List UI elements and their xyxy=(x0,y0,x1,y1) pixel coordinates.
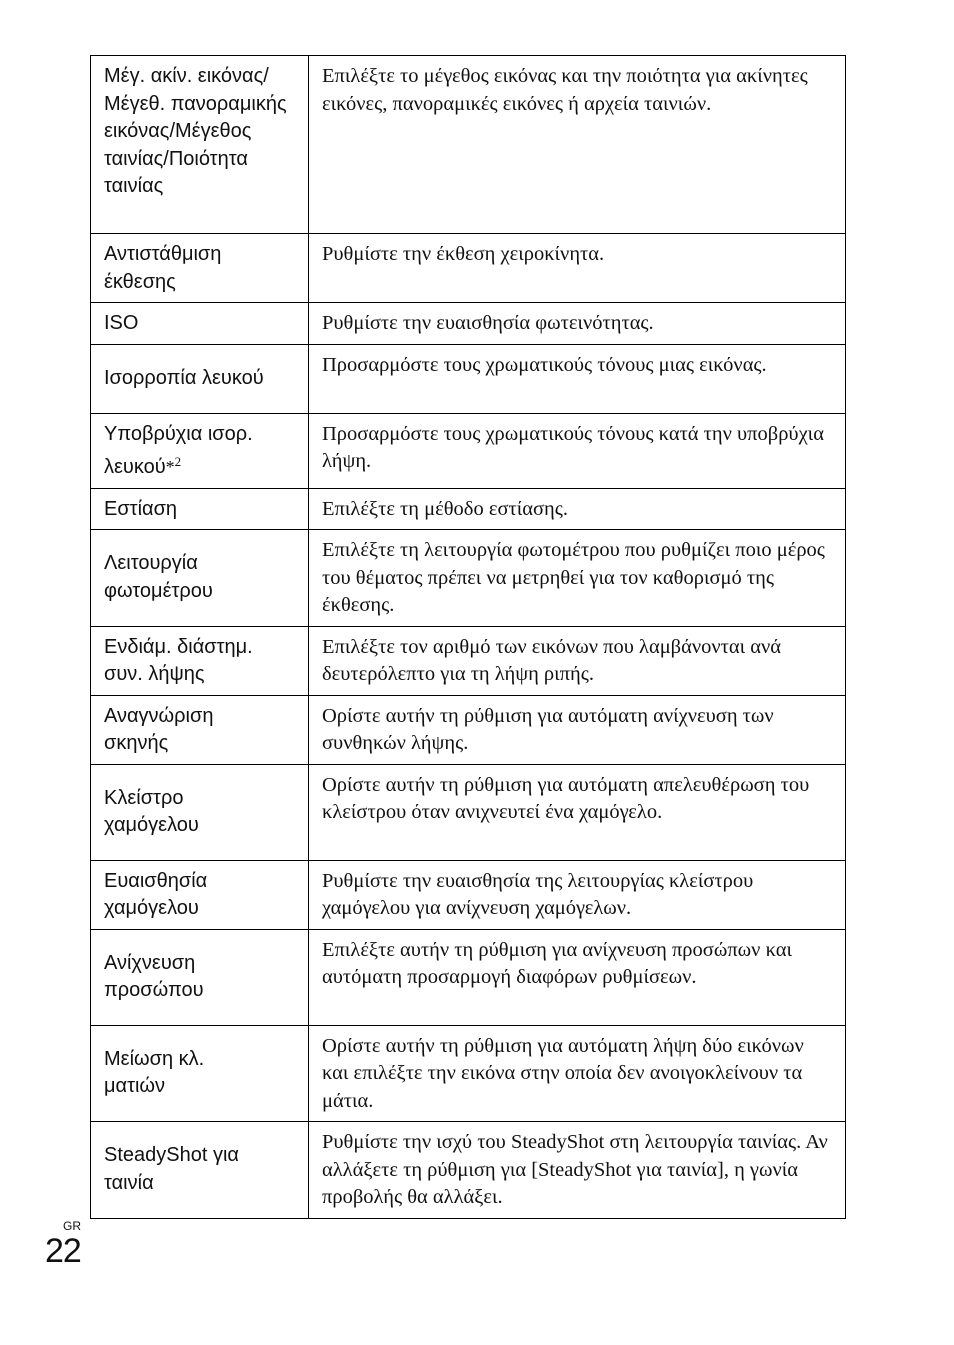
table-row xyxy=(91,344,846,413)
setting-name-cell xyxy=(91,234,309,303)
setting-name: Κλείστρο χαμόγελου xyxy=(104,786,199,836)
setting-name-cell xyxy=(91,530,309,627)
setting-desc-cell xyxy=(309,626,846,695)
setting-desc-cell xyxy=(309,764,846,860)
table-row xyxy=(91,1122,846,1219)
table-row xyxy=(91,626,846,695)
setting-name-cell xyxy=(91,303,309,345)
table-row xyxy=(91,303,846,345)
footnote-number: 2 xyxy=(174,454,182,469)
setting-description: Επιλέξτε τον αριθμό των εικόνων που λαμβάνονται ανά δευτερόλεπτο για τη λήψη ριπής. xyxy=(322,635,782,685)
setting-desc-cell xyxy=(309,929,846,1025)
setting-desc-cell xyxy=(309,303,846,345)
setting-name-cell xyxy=(91,695,309,764)
settings-table xyxy=(90,55,846,1219)
page-number: 22 xyxy=(45,1232,81,1270)
setting-name-cell xyxy=(91,929,309,1025)
table-row xyxy=(91,764,846,860)
setting-name: Ανίχνευση προσώπου xyxy=(104,951,204,1001)
setting-name: Ενδιάμ. διάστημ. συν. λήψης xyxy=(104,635,253,685)
setting-name: Μέγ. ακίν. εικόνας/Μέγεθ. πανοραμικής εικόνας/Μέγεθος ταινίας/Ποιότητα ταινίας xyxy=(104,65,287,197)
setting-name-text: Υποβρύχια ισορ. λευκού xyxy=(104,422,253,478)
setting-name-cell xyxy=(91,488,309,530)
setting-name-cell xyxy=(91,344,309,413)
setting-desc-cell xyxy=(309,344,846,413)
table-row xyxy=(91,413,846,488)
setting-name: Λειτουργία φωτομέτρου xyxy=(104,552,213,602)
table-row xyxy=(91,695,846,764)
setting-name-cell xyxy=(91,626,309,695)
setting-description: Επιλέξτε τη λειτουργία φωτομέτρου που ρυθμίζει ποιο μέρος του θέματος πρέπει να μετρηθεί για τον καθορισμό της έκθεσης. xyxy=(322,539,825,616)
setting-name-cell xyxy=(91,764,309,860)
language-code: GR xyxy=(63,1219,81,1233)
setting-description: Ορίστε αυτήν τη ρύθμιση για αυτόματη απελευθέρωση του κλείστρου όταν ανιχνευτεί ένα χαμόγελο. xyxy=(322,773,810,823)
setting-description: Επιλέξτε αυτήν τη ρύθμιση για ανίχνευση προσώπων και αυτόματη προσαρμογή διαφόρων ρυθμίσεων. xyxy=(322,938,792,988)
setting-desc-cell xyxy=(309,413,846,488)
setting-name: Αναγνώριση σκηνής xyxy=(104,704,214,754)
setting-description: Ρυθμίστε την ισχύ του SteadyShot στη λειτουργία ταινίας. Αν αλλάξετε τη ρύθμιση για [SteadyShot για ταινία], η γωνία προβολής θα αλλάξει. xyxy=(322,1131,828,1208)
setting-desc-cell xyxy=(309,488,846,530)
table-row xyxy=(91,234,846,303)
table-row xyxy=(91,1025,846,1122)
setting-desc-cell xyxy=(309,234,846,303)
footnote-marker: * xyxy=(165,457,175,477)
setting-desc-cell xyxy=(309,860,846,929)
setting-description: Ρυθμίστε την ευαισθησία φωτεινότητας. xyxy=(322,312,654,334)
setting-description: Προσαρμόστε τους χρωματικούς τόνους μιας εικόνας. xyxy=(322,353,767,376)
setting-name: Εστίαση xyxy=(104,497,178,520)
setting-name xyxy=(91,414,292,488)
setting-description: Ορίστε αυτήν τη ρύθμιση για αυτόματη ανίχνευση των συνθηκών λήψης. xyxy=(322,704,774,754)
setting-description: Ρυθμίστε την ευαισθησία της λειτουργίας κλείστρου χαμόγελου για ανίχνευση χαμόγελων. xyxy=(322,869,754,919)
setting-description: Προσαρμόστε τους χρωματικούς τόνους κατά την υποβρύχια λήψη. xyxy=(322,422,824,472)
table-row xyxy=(91,56,846,234)
setting-name: Ευαισθησία χαμόγελου xyxy=(104,869,208,919)
table-row xyxy=(91,929,846,1025)
setting-name-cell xyxy=(91,860,309,929)
setting-description: Επιλέξτε τη μέθοδο εστίασης. xyxy=(322,497,568,520)
setting-description: Ορίστε αυτήν τη ρύθμιση για αυτόματη λήψη δύο εικόνων και επιλέξτε την εικόνα στην οποία δεν ανοιγοκλείνουν τα μάτια. xyxy=(322,1034,804,1112)
setting-name-cell xyxy=(91,1025,309,1122)
setting-name: Ισορροπία λευκού xyxy=(104,366,264,389)
setting-name: Μείωση κλ. ματιών xyxy=(104,1047,205,1098)
setting-name: Αντιστάθμιση έκθεσης xyxy=(104,243,222,293)
setting-description: Επιλέξτε το μέγεθος εικόνας και την ποιότητα για ακίνητες εικόνες, πανοραμικές εικόνες ή αρχεία ταινιών. xyxy=(322,65,808,115)
table-row xyxy=(91,530,846,627)
setting-description: Ρυθμίστε την έκθεση χειροκίνητα. xyxy=(322,243,605,265)
setting-desc-cell xyxy=(309,695,846,764)
setting-desc-cell xyxy=(309,530,846,627)
setting-name-cell xyxy=(91,413,309,488)
table-row xyxy=(91,488,846,530)
setting-name-cell xyxy=(91,1122,309,1219)
setting-desc-cell xyxy=(309,56,846,234)
table-row xyxy=(91,860,846,929)
setting-desc-cell xyxy=(309,1122,846,1219)
setting-desc-cell xyxy=(309,1025,846,1122)
setting-name-cell xyxy=(91,56,309,234)
setting-name: ISO xyxy=(104,312,139,334)
setting-name: SteadyShot για ταινία xyxy=(104,1144,239,1194)
